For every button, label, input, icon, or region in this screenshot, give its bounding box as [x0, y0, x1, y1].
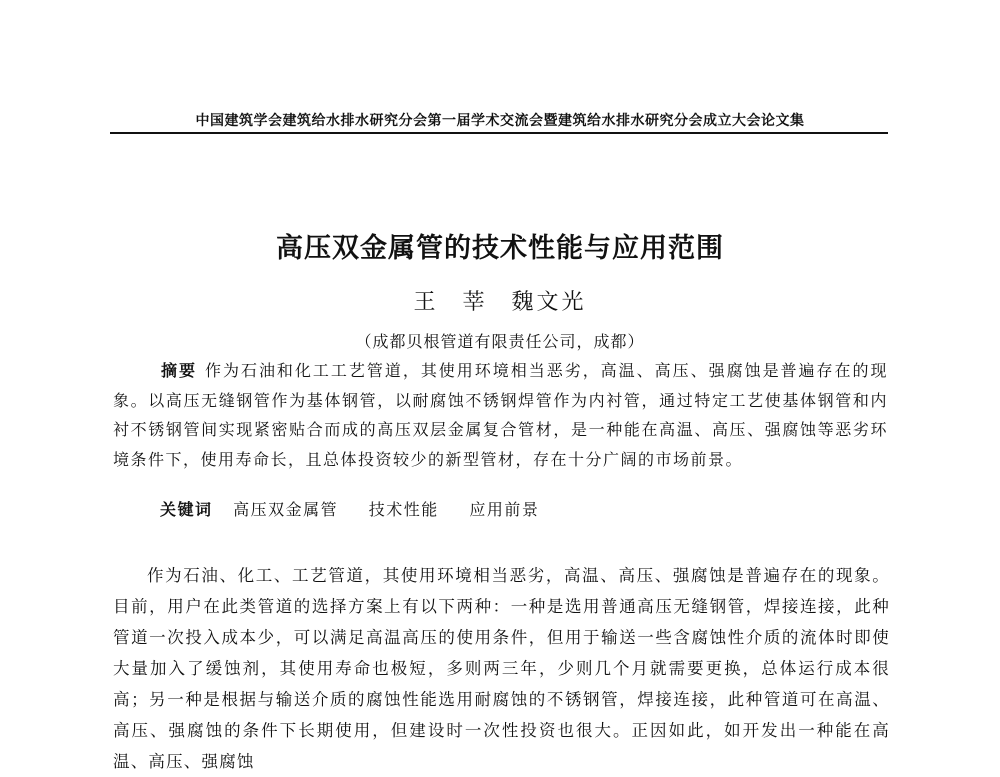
keywords	[160, 497, 563, 520]
affiliation: （成都贝根管道有限责任公司，成都）	[355, 332, 645, 351]
paper-title: 高压双金属管的技术性能与应用范围	[276, 233, 724, 264]
header-divider	[110, 132, 888, 134]
abstract	[113, 356, 888, 474]
abstract-label: 摘要	[161, 361, 197, 380]
keyword: 应用前景	[469, 500, 540, 519]
running-header: 中国建筑学会建筑给水排水研究分会第一届学术交流会暨建筑给水排水研究分会成立大会论文集	[195, 113, 805, 129]
author-list	[0, 285, 1000, 316]
keyword: 高压双金属管	[233, 500, 339, 519]
body-paragraph: 作为石油、化工、工艺管道，其使用环境相当恶劣，高温、高压、强腐蚀是普遍存在的现象。目前，用户在此类管道的选择方案上有以下两种：一种是选用普通高压无缝钢管，焊接连接，此种管道一次投入成本少，可以满足高温高压的使用条件，但用于输送一些含腐蚀性介质的流体时即使大量加入了缓蚀剂，其使用寿命也极短，多则两三年，少则几个月就需要更换，总体运行成本很高；另一种是根据与输送介质的腐蚀性能选用耐腐蚀的不锈钢管，焊接连接，此种管道可在高温、高压、强腐蚀的条件下长期使用，但建设时一次性投资也很大。正因如此，如开发出一种能在高温、高压、强腐蚀	[113, 566, 890, 771]
keyword: 技术性能	[368, 500, 439, 519]
keywords-label: 关键词	[160, 500, 213, 519]
abstract-text: 作为石油和化工工艺管道，其使用环境相当恶劣，高温、高压、强腐蚀是普遍存在的现象。以高压无缝钢管作为基体钢管，以耐腐蚀不锈钢焊管作为内衬管，通过特定工艺使基体钢管和内衬不锈钢管间实现紧密贴合而成的高压双层金属复合管材，是一种能在高温、高压、强腐蚀等恶劣环境条件下，使用寿命长，且总体投资较少的新型管材，存在十分广阔的市场前景。	[113, 361, 888, 469]
author-name: 王 莘	[413, 290, 488, 315]
author-name: 魏文光	[511, 290, 587, 315]
